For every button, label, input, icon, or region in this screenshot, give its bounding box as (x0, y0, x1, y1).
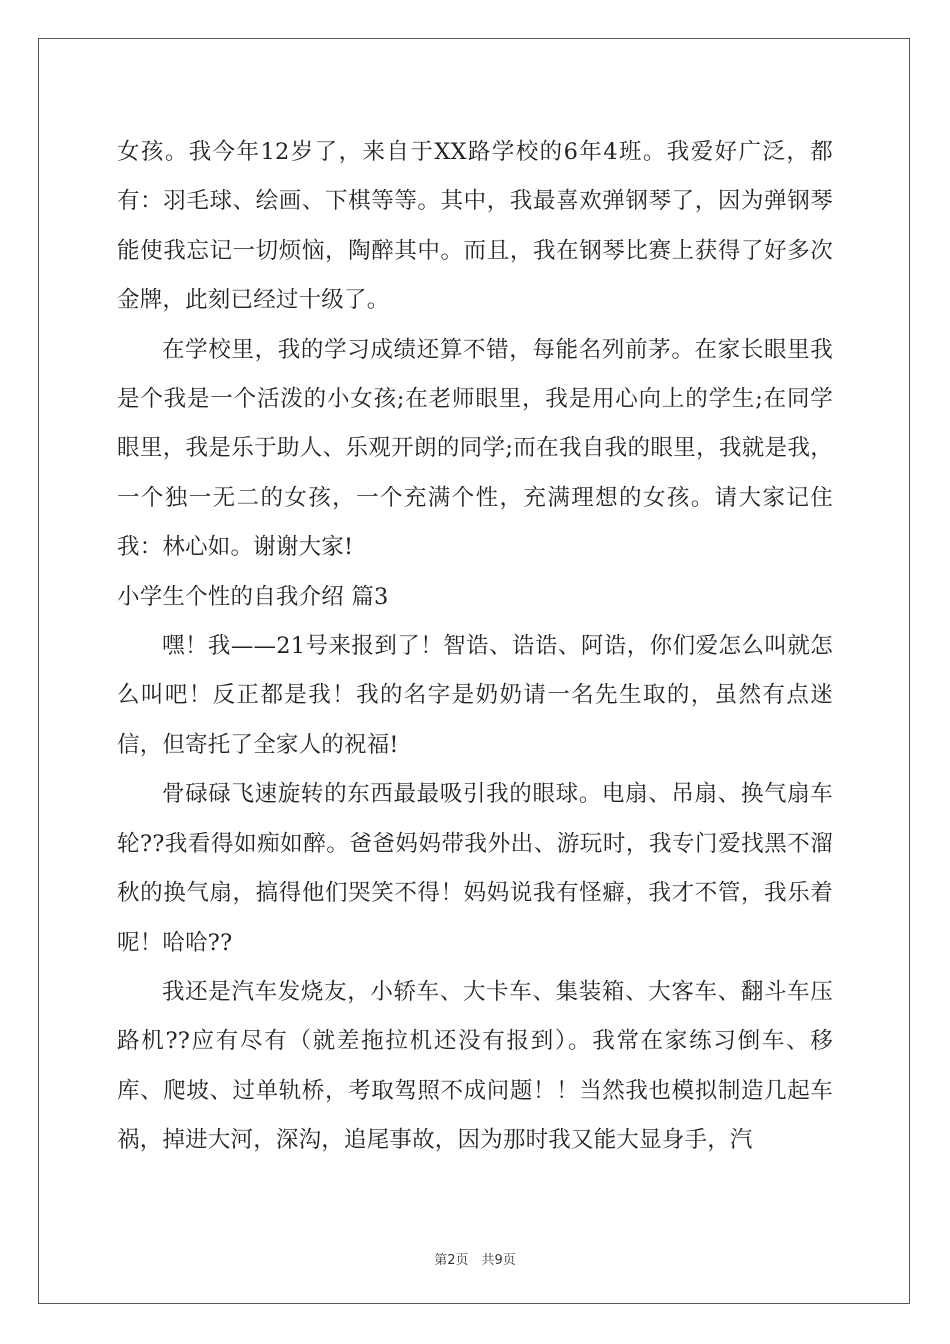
section-heading: 小学生个性的自我介绍 篇3 (117, 583, 389, 610)
page-number-footer: 第2页 共9页 (434, 1253, 516, 1268)
document-body (117, 128, 833, 1166)
paragraph-continuation: 女孩。我今年12岁了，来自于XX路学校的6年4班。我爱好广泛，都有：羽毛球、绘画、下棋等等。其中，我最喜欢弹钢琴了，因为弹钢琴能使我忘记一切烦恼，陶醉其中。而且，我在钢琴比赛上获得了好多次金牌，此刻已经过十级了。 (117, 139, 833, 314)
paragraph-cars: 我还是汽车发烧友，小轿车、大卡车、集装箱、大客车、翻斗车压路机??应有尽有（就差拖拉机还没有报到）。我常在家练习倒车、移库、爬坡、过单轨桥，考取驾照不成问题！！当然我也模拟制造几起车祸，掉进大河，深沟，追尾事故，因为那时我又能大显身手，汽 (117, 978, 833, 1154)
paragraph-intro: 嘿！我——21号来报到了！智诰、诰诰、阿诰，你们爱怎么叫就怎么叫吧！反正都是我！我的名字是奶奶请一名先生取的，虽然有点迷信，但寄托了全家人的祝福! (117, 633, 833, 758)
paragraph-spinning: 骨碌碌飞速旋转的东西最最吸引我的眼球。电扇、吊扇、换气扇车轮??我看得如痴如醉。爸爸妈妈带我外出、游玩时，我专门爱找黑不溜秋的换气扇，搞得他们哭笑不得！妈妈说我有怪癖，我才不管，我乐着呢！哈哈?? (117, 781, 833, 956)
paragraph-school: 在学校里，我的学习成绩还算不错，每能名列前茅。在家长眼里我是个我是一个活泼的小女孩;在老师眼里，我是用心向上的学生;在同学眼里，我是乐于助人、乐观开朗的同学;而在我自我的眼里，我就是我，一个独一无二的女孩，一个充满个性，充满理想的女孩。请大家记住我：林心如。谢谢大家! (117, 336, 833, 561)
